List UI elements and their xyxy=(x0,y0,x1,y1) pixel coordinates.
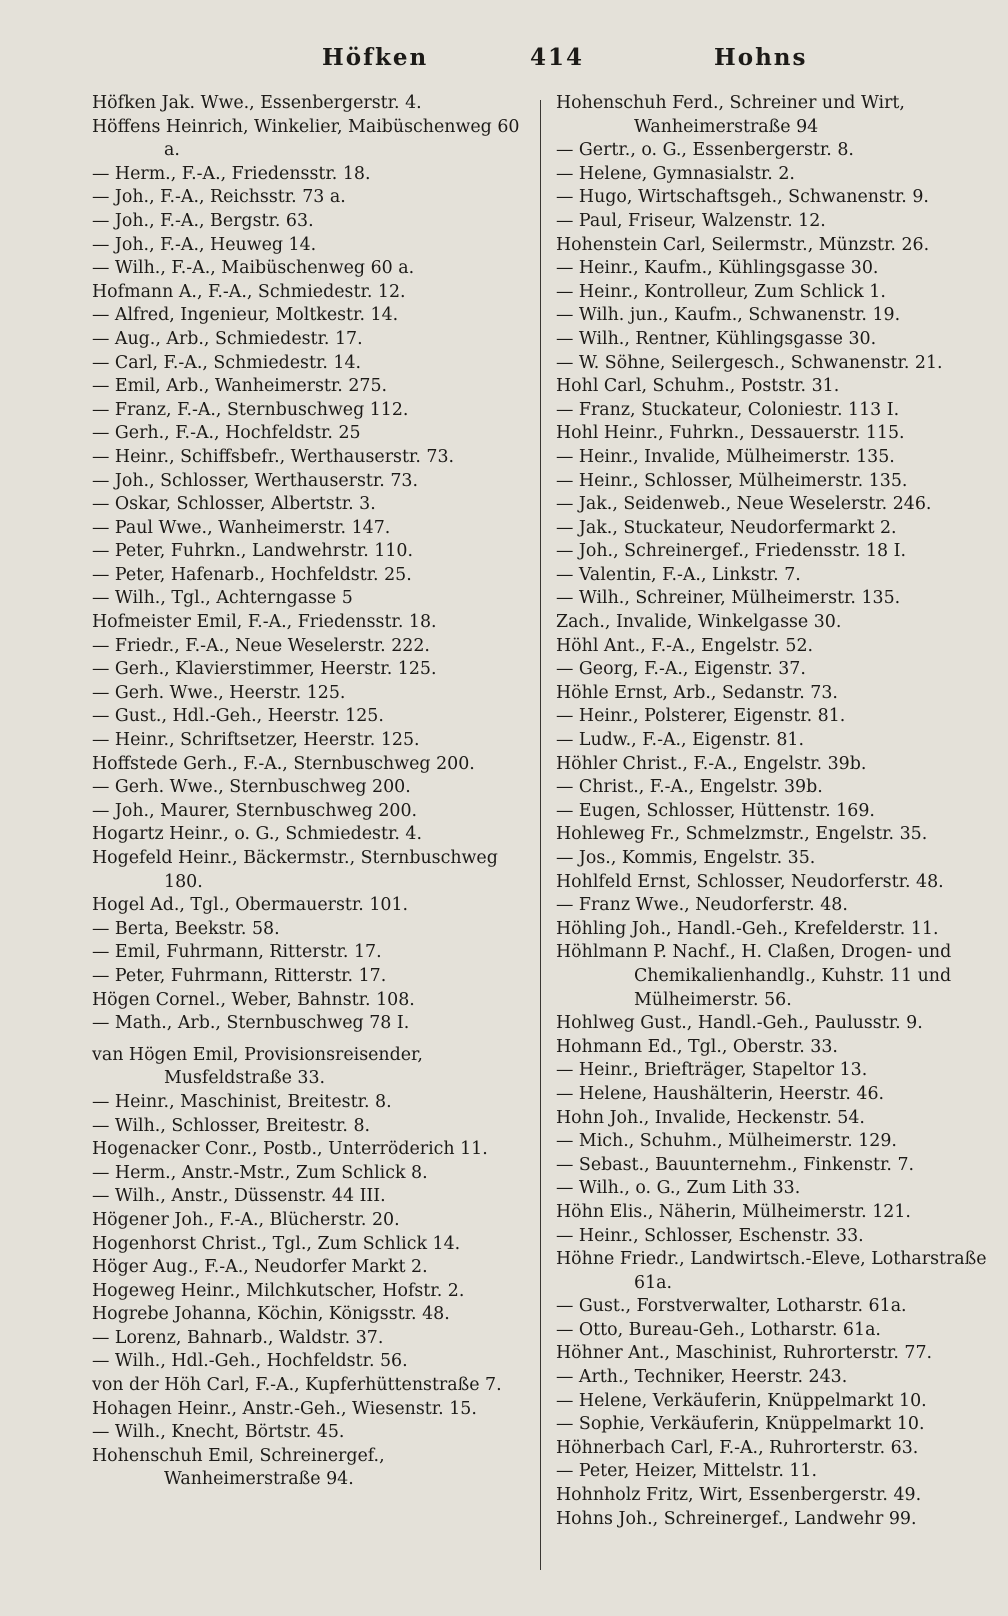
directory-entry: — Hugo, Wirtschaftsgeh., Schwanenstr. 9. xyxy=(556,187,929,208)
directory-entry: Höffens Heinrich, Winkelier, Maibüschenweg 60 a. xyxy=(92,116,520,161)
directory-entry: Högen Cornel., Weber, Bahnstr. 108. xyxy=(92,989,415,1010)
directory-entry: Hohlfeld Ernst, Schlosser, Neudorferstr. 48. xyxy=(556,871,944,892)
directory-entry: Höhler Christ., F.-A., Engelstr. 39b. xyxy=(556,753,867,774)
directory-entry: — Joh., Schlosser, Werthauserstr. 73. xyxy=(92,470,419,491)
directory-entry: — Peter, Hafenarb., Hochfeldstr. 25. xyxy=(92,564,412,585)
directory-entry: — Gust., Forstverwalter, Lotharstr. 61a. xyxy=(556,1296,907,1317)
directory-entry: — Wilh., F.-A., Maibüschenweg 60 a. xyxy=(92,258,415,279)
directory-entry: — Otto, Bureau-Geh., Lotharstr. 61a. xyxy=(556,1319,881,1340)
directory-entry: — Heinr., Kaufm., Kühlingsgasse 30. xyxy=(556,258,879,279)
directory-entry: — Valentin, F.-A., Linkstr. 7. xyxy=(556,564,801,585)
directory-entry: — Wilh., Anstr., Düssenstr. 44 III. xyxy=(92,1186,386,1207)
directory-entry: — W. Söhne, Seilergesch., Schwanenstr. 21. xyxy=(556,352,943,373)
directory-entry: — Heinr., Schlosser, Eschenstr. 33. xyxy=(556,1225,864,1246)
directory-entry: Höfken Jak. Wwe., Essenbergerstr. 4. xyxy=(92,93,422,113)
page-number: 414 xyxy=(530,44,585,71)
left-column xyxy=(92,92,524,1492)
directory-entry: — Franz Wwe., Neudorferstr. 48. xyxy=(556,895,848,916)
directory-entry: — Heinr., Schiffsbefr., Werthauserstr. 73. xyxy=(92,446,455,467)
directory-entry: — Wilh., Rentner, Kühlingsgasse 30. xyxy=(556,328,877,349)
directory-entry: — Carl, F.-A., Schmiedestr. 14. xyxy=(92,352,362,373)
directory-entry: — Jak., Stuckateur, Neudorfermarkt 2. xyxy=(556,517,897,538)
directory-entry: Hohlweg Gust., Handl.-Geh., Paulusstr. 9. xyxy=(556,1013,923,1034)
directory-entry: Höhle Ernst, Arb., Sedanstr. 73. xyxy=(556,682,838,703)
directory-entry: Höhlmann P. Nachf., H. Claßen, Drogen- und Chemikalienhandlg., Kuhstr. 11 und Mülheimerstr. 56. xyxy=(556,942,952,1010)
directory-entry: — Sebast., Bauunternehm., Finkenstr. 7. xyxy=(556,1154,915,1175)
directory-entry: — Gerh., Klavierstimmer, Heerstr. 125. xyxy=(92,659,437,680)
directory-entry: — Wilh., Hdl.-Geh., Hochfeldstr. 56. xyxy=(92,1351,408,1372)
directory-entry: — Emil, Fuhrmann, Ritterstr. 17. xyxy=(92,942,382,963)
directory-entry: — Herm., Anstr.-Mstr., Zum Schlick 8. xyxy=(92,1162,428,1183)
directory-entry: Höger Aug., F.-A., Neudorfer Markt 2. xyxy=(92,1257,428,1278)
directory-entry: — Wilh. jun., Kaufm., Schwanenstr. 19. xyxy=(556,305,901,326)
column-divider xyxy=(540,100,541,1570)
directory-entry: van Högen Emil, Provisionsreisender, Musfeldstraße 33. xyxy=(92,1044,423,1089)
directory-entry: — Gerh. Wwe., Heerstr. 125. xyxy=(92,682,346,703)
directory-entry: Hohleweg Fr., Schmelzmstr., Engelstr. 35. xyxy=(556,824,928,845)
directory-entry: — Wilh., Tgl., Achterngasse 5 xyxy=(92,588,353,609)
directory-entry: — Joh., F.-A., Heuweg 14. xyxy=(92,234,317,255)
directory-entry: Hofmann A., F.-A., Schmiedestr. 12. xyxy=(92,281,406,302)
directory-entry: — Helene, Haushälterin, Heerstr. 46. xyxy=(556,1083,885,1104)
directory-entry: — Sophie, Verkäuferin, Knüppelmarkt 10. xyxy=(556,1414,925,1435)
directory-entry: Hohenschuh Emil, Schreinergef., Wanheimerstraße 94. xyxy=(92,1445,385,1490)
directory-entry: — Paul, Friseur, Walzenstr. 12. xyxy=(556,210,826,231)
directory-entry: — Franz, F.-A., Sternbuschweg 112. xyxy=(92,399,409,420)
directory-entry: — Heinr., Briefträger, Stapeltor 13. xyxy=(556,1060,868,1081)
directory-entry: — Peter, Heizer, Mittelstr. 11. xyxy=(556,1461,818,1482)
directory-entry: — Ludw., F.-A., Eigenstr. 81. xyxy=(556,730,805,751)
directory-entry: — Joh., Schreinergef., Friedensstr. 18 I. xyxy=(556,541,907,562)
directory-entry: — Aug., Arb., Schmiedestr. 17. xyxy=(92,328,363,349)
directory-entry: — Gust., Hdl.-Geh., Heerstr. 125. xyxy=(92,706,384,727)
directory-entry: — Lorenz, Bahnarb., Waldstr. 37. xyxy=(92,1327,384,1348)
directory-entry: Hohnholz Fritz, Wirt, Essenbergerstr. 49. xyxy=(556,1485,922,1506)
directory-entry: — Eugen, Schlosser, Hüttenstr. 169. xyxy=(556,800,875,821)
directory-entry: Hohn Joh., Invalide, Heckenstr. 54. xyxy=(556,1107,865,1128)
directory-entry: — Heinr., Kontrolleur, Zum Schlick 1. xyxy=(556,281,886,302)
directory-entry: — Georg, F.-A., Eigenstr. 37. xyxy=(556,659,806,680)
directory-entry: — Gertr., o. G., Essenbergerstr. 8. xyxy=(556,140,854,161)
directory-entry: Hogefeld Heinr., Bäckermstr., Sternbuschweg 180. xyxy=(92,848,498,892)
directory-entry: Höhnerbach Carl, F.-A., Ruhrorterstr. 63. xyxy=(556,1437,919,1458)
directory-entry: Hoffstede Gerh., F.-A., Sternbuschweg 200. xyxy=(92,753,475,774)
directory-entry: von der Höh Carl, F.-A., Kupferhüttenstraße 7. xyxy=(92,1375,502,1396)
directory-entry: — Herm., F.-A., Friedensstr. 18. xyxy=(92,163,371,184)
directory-entry: — Oskar, Schlosser, Albertstr. 3. xyxy=(92,494,376,515)
directory-entry: Hohmann Ed., Tgl., Oberstr. 33. xyxy=(556,1036,838,1057)
directory-entry: — Peter, Fuhrkn., Landwehrstr. 110. xyxy=(92,541,414,562)
directory-entry: — Heinr., Polsterer, Eigenstr. 81. xyxy=(556,706,846,727)
directory-entry: Hogrebe Johanna, Köchin, Königsstr. 48. xyxy=(92,1304,450,1325)
running-head-left: Höfken xyxy=(322,44,429,71)
directory-entry: Hohagen Heinr., Anstr.-Geh., Wiesenstr. 15. xyxy=(92,1398,477,1419)
directory-entry: — Joh., F.-A., Reichsstr. 73 a. xyxy=(92,187,346,208)
directory-entry: — Math., Arb., Sternbuschweg 78 I. xyxy=(92,1013,410,1034)
directory-entry: — Helene, Verkäuferin, Knüppelmarkt 10. xyxy=(556,1390,927,1411)
directory-entry: — Arth., Techniker, Heerstr. 243. xyxy=(556,1367,848,1388)
directory-entry: — Joh., Maurer, Sternbuschweg 200. xyxy=(92,800,418,821)
directory-entry: — Jak., Seidenweb., Neue Weselerstr. 246. xyxy=(556,494,932,515)
directory-entry: Hogel Ad., Tgl., Obermauerstr. 101. xyxy=(92,895,409,916)
directory-entry: — Emil, Arb., Wanheimerstr. 275. xyxy=(92,376,388,397)
directory-entry: Höhne Friedr., Landwirtsch.-Eleve, Lotharstraße 61a. xyxy=(556,1249,987,1293)
directory-entry: — Peter, Fuhrmann, Ritterstr. 17. xyxy=(92,965,387,986)
directory-entry: Hogeweg Heinr., Milchkutscher, Hofstr. 2. xyxy=(92,1280,465,1301)
right-column xyxy=(556,92,990,1531)
directory-entry: — Heinr., Invalide, Mülheimerstr. 135. xyxy=(556,446,895,467)
directory-entry: Höhn Elis., Näherin, Mülheimerstr. 121. xyxy=(556,1201,911,1222)
running-head-right: Hohns xyxy=(714,44,808,71)
directory-entry: Hohenstein Carl, Seilermstr., Münzstr. 26. xyxy=(556,234,930,255)
directory-entry: — Wilh., Schreiner, Mülheimerstr. 135. xyxy=(556,588,901,609)
directory-entry: — Jos., Kommis, Engelstr. 35. xyxy=(556,848,816,868)
directory-entry: Hohl Heinr., Fuhrkn., Dessauerstr. 115. xyxy=(556,423,905,444)
directory-entry: — Gerh., F.-A., Hochfeldstr. 25 xyxy=(92,423,361,444)
directory-entry: — Joh., F.-A., Bergstr. 63. xyxy=(92,210,314,231)
directory-entry: — Alfred, Ingenieur, Moltkestr. 14. xyxy=(92,305,399,326)
directory-entry: — Paul Wwe., Wanheimerstr. 147. xyxy=(92,517,391,538)
directory-entry: Hogenacker Conr., Postb., Unterröderich 11. xyxy=(92,1139,488,1160)
directory-entry: — Berta, Beekstr. 58. xyxy=(92,918,280,939)
directory-entry: — Wilh., Schlosser, Breitestr. 8. xyxy=(92,1115,371,1136)
directory-entry: — Franz, Stuckateur, Coloniestr. 113 I. xyxy=(556,399,900,420)
directory-entry: Hohl Carl, Schuhm., Poststr. 31. xyxy=(556,376,840,397)
directory-entry: — Mich., Schuhm., Mülheimerstr. 129. xyxy=(556,1131,897,1152)
directory-entry: — Heinr., Maschinist, Breitestr. 8. xyxy=(92,1091,392,1112)
directory-entry: Hohns Joh., Schreinergef., Landwehr 99. xyxy=(556,1508,917,1529)
directory-entry: — Heinr., Schriftsetzer, Heerstr. 125. xyxy=(92,730,420,751)
directory-entry: Hofmeister Emil, F.-A., Friedensstr. 18. xyxy=(92,612,437,633)
directory-entry: Hogenhorst Christ., Tgl., Zum Schlick 14. xyxy=(92,1233,461,1254)
directory-entry: — Christ., F.-A., Engelstr. 39b. xyxy=(556,777,823,798)
directory-entry: — Friedr., F.-A., Neue Weselerstr. 222. xyxy=(92,635,430,656)
directory-entry: — Heinr., Schlosser, Mülheimerstr. 135. xyxy=(556,470,908,491)
directory-entry: Högener Joh., F.-A., Blücherstr. 20. xyxy=(92,1209,400,1230)
directory-entry: — Wilh., Knecht, Börtstr. 45. xyxy=(92,1422,345,1443)
directory-entry: Hogartz Heinr., o. G., Schmiedestr. 4. xyxy=(92,824,422,845)
directory-entry: Hohenschuh Ferd., Schreiner und Wirt, Wanheimerstraße 94 xyxy=(556,93,905,137)
directory-entry: Zach., Invalide, Winkelgasse 30. xyxy=(556,612,842,633)
directory-entry: Höhl Ant., F.-A., Engelstr. 52. xyxy=(556,635,814,656)
directory-entry: — Helene, Gymnasialstr. 2. xyxy=(556,163,795,184)
directory-entry: — Wilh., o. G., Zum Lith 33. xyxy=(556,1178,801,1199)
directory-entry: Höhling Joh., Handl.-Geh., Krefelderstr. 11. xyxy=(556,918,939,939)
directory-entry: — Gerh. Wwe., Sternbuschweg 200. xyxy=(92,777,411,798)
directory-entry: Höhner Ant., Maschinist, Ruhrorterstr. 77. xyxy=(556,1343,933,1364)
